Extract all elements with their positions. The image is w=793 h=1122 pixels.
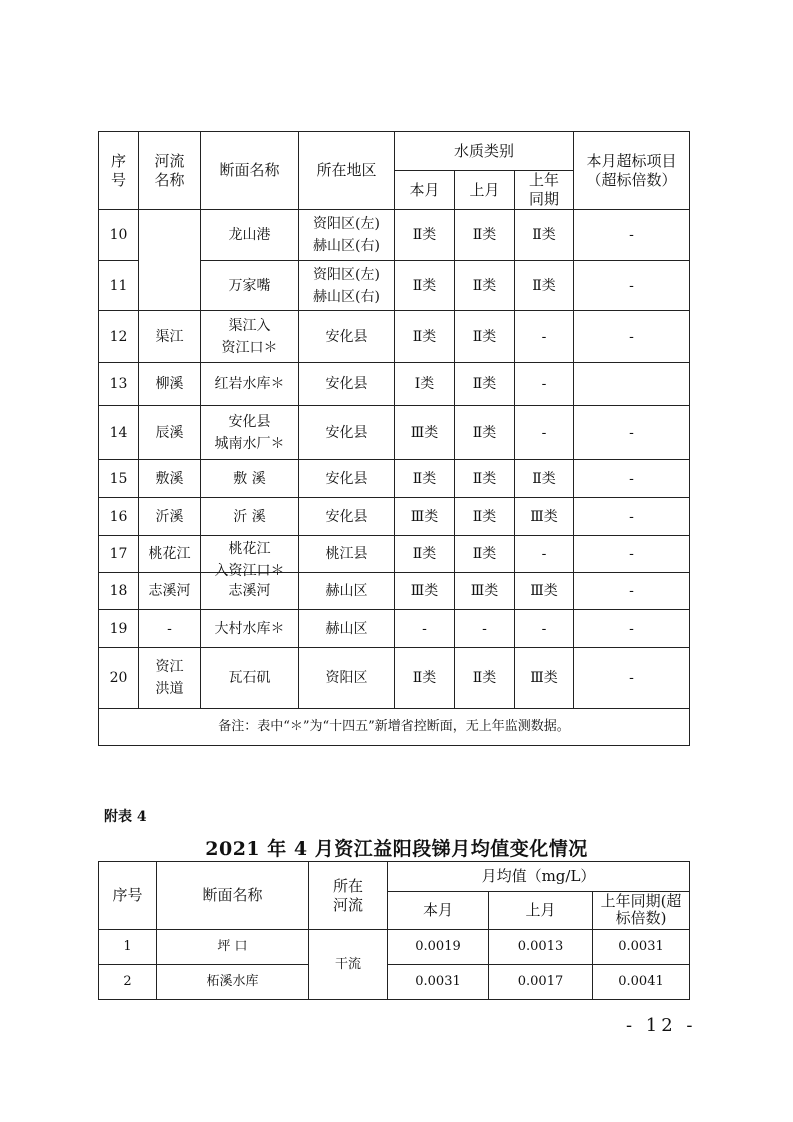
- cell-exceed: -: [574, 311, 690, 363]
- cell-last-month: Ⅱ类: [455, 311, 515, 363]
- cell-region: 安化县: [299, 406, 395, 460]
- cell-last-month: 0.0013: [489, 930, 593, 965]
- cell-seq: 18: [99, 573, 139, 610]
- table-note: 备注：表中“＊”为“十四五”新增省控断面，无上年监测数据。: [99, 709, 690, 746]
- cell-last-year: -: [515, 363, 574, 406]
- header-last-month: 上月: [455, 171, 515, 210]
- cell-region: 安化县: [299, 460, 395, 498]
- cell-exceed: [574, 363, 690, 406]
- cell-region: 桃江县: [299, 536, 395, 573]
- cell-region: 安化县: [299, 311, 395, 363]
- cell-this-month: Ⅱ类: [395, 311, 455, 363]
- cell-river: 柳溪: [139, 363, 201, 406]
- table-row: [99, 210, 690, 261]
- cell-this-month: Ⅱ类: [395, 648, 455, 709]
- cell-last-month: Ⅱ类: [455, 210, 515, 261]
- cell-seq: 10: [99, 210, 139, 261]
- cell-exceed: -: [574, 573, 690, 610]
- cell-section: 万家嘴: [201, 261, 299, 311]
- cell-section: 红岩水库＊: [201, 363, 299, 406]
- cell-seq: 19: [99, 610, 139, 648]
- cell-river: 志溪河: [139, 573, 201, 610]
- cell-last-year: Ⅲ类: [515, 498, 574, 536]
- cell-region: 资阳区(左) 赫山区(右): [299, 210, 395, 261]
- cell-this-month: Ⅱ类: [395, 460, 455, 498]
- header-section: 断面名称: [157, 862, 309, 930]
- cell-river: 资江 洪道: [139, 648, 201, 709]
- cell-this-month: Ⅰ类: [395, 363, 455, 406]
- cell-seq: 1: [99, 930, 157, 965]
- cell-last-year: Ⅱ类: [515, 210, 574, 261]
- cell-seq: 17: [99, 536, 139, 573]
- cell-river: 沂溪: [139, 498, 201, 536]
- cell-section: 大村水库＊: [201, 610, 299, 648]
- cell-exceed: -: [574, 210, 690, 261]
- cell-section: 志溪河: [201, 573, 299, 610]
- table-row: [99, 965, 690, 1000]
- cell-last-month: Ⅱ类: [455, 406, 515, 460]
- cell-last-year: -: [515, 610, 574, 648]
- cell-exceed: -: [574, 406, 690, 460]
- header-last-year: 上年同期(超标倍数): [593, 892, 690, 930]
- header-this-month: 本月: [388, 892, 489, 930]
- cell-last-year: Ⅱ类: [515, 261, 574, 311]
- antimony-table: [98, 861, 690, 1000]
- cell-section: 坪 口: [157, 930, 309, 965]
- cell-river: -: [139, 610, 201, 648]
- cell-this-month: Ⅲ类: [395, 573, 455, 610]
- table-row: [99, 536, 690, 573]
- cell-river: [139, 210, 201, 311]
- cell-last-month: Ⅱ类: [455, 261, 515, 311]
- table-row: [99, 406, 690, 460]
- cell-exceed: -: [574, 536, 690, 573]
- table-row: [99, 573, 690, 610]
- cell-exceed: -: [574, 498, 690, 536]
- cell-last-month: Ⅱ类: [455, 498, 515, 536]
- cell-last-month: Ⅱ类: [455, 536, 515, 573]
- cell-region: 资阳区(左) 赫山区(右): [299, 261, 395, 311]
- header-seq: 序号: [99, 132, 139, 210]
- table-row: [99, 648, 690, 709]
- header-river: 河流名称: [139, 132, 201, 210]
- cell-last-year: -: [515, 311, 574, 363]
- header-exceed: 本月超标项目（超标倍数）: [574, 132, 690, 210]
- header-monthly-avg: 月均值（mg/L）: [388, 862, 690, 892]
- cell-exceed: -: [574, 261, 690, 311]
- table-title: 2021 年 4 月资江益阳段锑月均值变化情况: [205, 838, 588, 860]
- cell-section: 龙山港: [201, 210, 299, 261]
- cell-last-month: 0.0017: [489, 965, 593, 1000]
- cell-exceed: -: [574, 460, 690, 498]
- cell-last-month: Ⅱ类: [455, 363, 515, 406]
- cell-region: 安化县: [299, 498, 395, 536]
- cell-exceed: -: [574, 610, 690, 648]
- cell-section: 安化县 城南水厂＊: [201, 406, 299, 460]
- header-water-class: 水质类别: [395, 132, 574, 171]
- cell-this-month: -: [395, 610, 455, 648]
- cell-this-month: Ⅲ类: [395, 406, 455, 460]
- table-row: [99, 930, 690, 965]
- cell-seq: 13: [99, 363, 139, 406]
- header-region: 所在地区: [299, 132, 395, 210]
- cell-this-month: Ⅱ类: [395, 210, 455, 261]
- cell-river: 桃花江: [139, 536, 201, 573]
- cell-last-month: -: [455, 610, 515, 648]
- cell-last-year: Ⅲ类: [515, 648, 574, 709]
- cell-region: 资阳区: [299, 648, 395, 709]
- cell-this-month: Ⅱ类: [395, 536, 455, 573]
- cell-section: 桃花江 入资江口＊: [201, 536, 299, 573]
- cell-last-year: -: [515, 536, 574, 573]
- water-quality-table: [98, 131, 690, 746]
- cell-region: 赫山区: [299, 573, 395, 610]
- table-row: [99, 363, 690, 406]
- cell-seq: 11: [99, 261, 139, 311]
- cell-last-month: Ⅱ类: [455, 460, 515, 498]
- cell-seq: 14: [99, 406, 139, 460]
- cell-last-month: Ⅱ类: [455, 648, 515, 709]
- cell-section: 瓦石矶: [201, 648, 299, 709]
- table-row: [99, 610, 690, 648]
- cell-seq: 2: [99, 965, 157, 1000]
- table-row: [99, 498, 690, 536]
- table-row: [99, 460, 690, 498]
- cell-last-year: Ⅲ类: [515, 573, 574, 610]
- cell-river: 干流: [309, 930, 388, 1000]
- cell-last-year: -: [515, 406, 574, 460]
- cell-river: 渠江: [139, 311, 201, 363]
- header-river: 所在河流: [309, 862, 388, 930]
- header-seq: 序号: [99, 862, 157, 930]
- cell-seq: 20: [99, 648, 139, 709]
- header-last-month: 上月: [489, 892, 593, 930]
- cell-last-year: Ⅱ类: [515, 460, 574, 498]
- cell-this-month: 0.0019: [388, 930, 489, 965]
- cell-this-month: Ⅱ类: [395, 261, 455, 311]
- cell-section: 沂 溪: [201, 498, 299, 536]
- header-section: 断面名称: [201, 132, 299, 210]
- header-this-month: 本月: [395, 171, 455, 210]
- cell-river: 敷溪: [139, 460, 201, 498]
- cell-river: 辰溪: [139, 406, 201, 460]
- cell-this-month: 0.0031: [388, 965, 489, 1000]
- cell-region: 安化县: [299, 363, 395, 406]
- cell-exceed: -: [574, 648, 690, 709]
- attachment-label: 附表 4: [104, 809, 147, 825]
- cell-seq: 12: [99, 311, 139, 363]
- header-last-year: 上年同期: [515, 171, 574, 210]
- page-number: - 12 -: [626, 1015, 697, 1036]
- cell-section: 渠江入 资江口＊: [201, 311, 299, 363]
- cell-seq: 15: [99, 460, 139, 498]
- cell-this-month: Ⅲ类: [395, 498, 455, 536]
- cell-last-year: 0.0041: [593, 965, 690, 1000]
- cell-seq: 16: [99, 498, 139, 536]
- cell-last-month: Ⅲ类: [455, 573, 515, 610]
- table-row: [99, 311, 690, 363]
- cell-section: 柘溪水库: [157, 965, 309, 1000]
- cell-last-year: 0.0031: [593, 930, 690, 965]
- cell-section: 敷 溪: [201, 460, 299, 498]
- cell-region: 赫山区: [299, 610, 395, 648]
